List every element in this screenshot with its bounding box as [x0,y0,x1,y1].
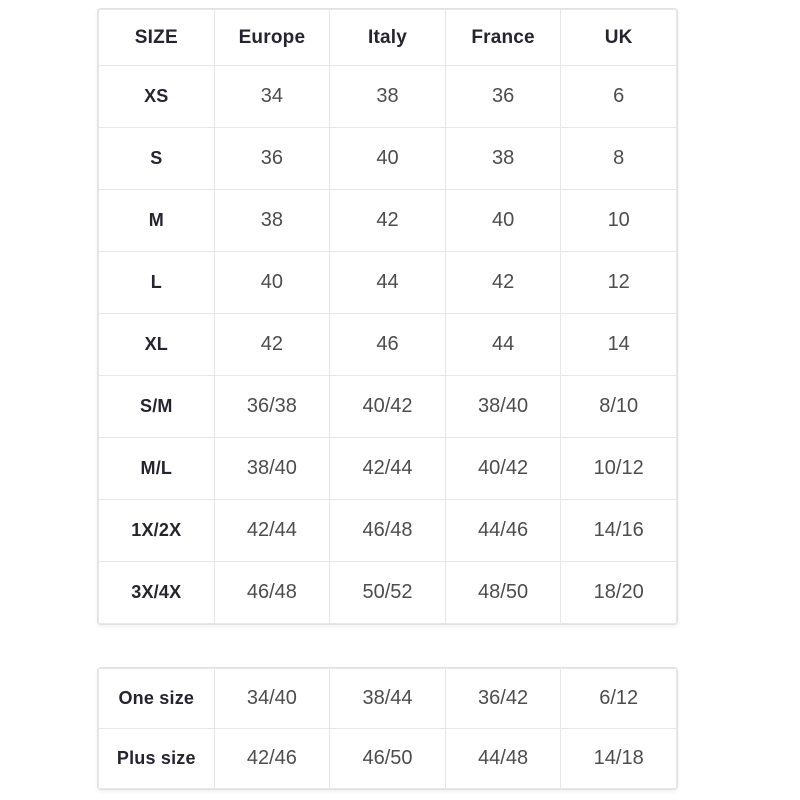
uk-value-cell: 6 [561,66,677,128]
italy-value-cell: 46 [330,314,446,376]
uk-value-cell: 18/20 [561,562,677,624]
italy-value-cell: 50/52 [330,562,446,624]
italy-value-cell: 42 [330,190,446,252]
size-label-cell: M [99,190,215,252]
uk-value-cell: 8 [561,128,677,190]
column-header-italy: Italy [330,10,446,66]
italy-value-cell: 40/42 [330,376,446,438]
europe-value-cell: 38/40 [214,438,330,500]
size-label-cell: 3X/4X [99,562,215,624]
france-value-cell: 44/48 [445,729,561,789]
italy-value-cell: 46/48 [330,500,446,562]
size-label-cell: XS [99,66,215,128]
table-row [99,252,677,314]
france-value-cell: 48/50 [445,562,561,624]
france-value-cell: 40/42 [445,438,561,500]
uk-value-cell: 14 [561,314,677,376]
column-header-europe: Europe [214,10,330,66]
table-row [99,314,677,376]
special-sizes-table-card [97,667,678,790]
europe-value-cell: 42/44 [214,500,330,562]
italy-value-cell: 38/44 [330,669,446,729]
table-row [99,128,677,190]
size-label-cell: XL [99,314,215,376]
uk-value-cell: 10/12 [561,438,677,500]
uk-value-cell: 10 [561,190,677,252]
france-value-cell: 36/42 [445,669,561,729]
italy-value-cell: 38 [330,66,446,128]
uk-value-cell: 14/16 [561,500,677,562]
size-conversion-table [98,9,677,624]
europe-value-cell: 36 [214,128,330,190]
size-label-cell: L [99,252,215,314]
italy-value-cell: 44 [330,252,446,314]
table-row [99,729,677,789]
uk-value-cell: 12 [561,252,677,314]
size-label-cell: S [99,128,215,190]
uk-value-cell: 14/18 [561,729,677,789]
table-row [99,66,677,128]
europe-value-cell: 34/40 [214,669,330,729]
france-value-cell: 44/46 [445,500,561,562]
table-row [99,438,677,500]
europe-value-cell: 34 [214,66,330,128]
column-header-france: France [445,10,561,66]
france-value-cell: 40 [445,190,561,252]
europe-value-cell: 46/48 [214,562,330,624]
uk-value-cell: 8/10 [561,376,677,438]
uk-value-cell: 6/12 [561,669,677,729]
europe-value-cell: 36/38 [214,376,330,438]
size-label-cell: M/L [99,438,215,500]
table-row [99,562,677,624]
table-row [99,500,677,562]
italy-value-cell: 46/50 [330,729,446,789]
table-row [99,190,677,252]
france-value-cell: 38 [445,128,561,190]
header-row [99,10,677,66]
france-value-cell: 44 [445,314,561,376]
special-sizes-table [98,668,677,789]
column-header-uk: UK [561,10,677,66]
europe-value-cell: 38 [214,190,330,252]
france-value-cell: 38/40 [445,376,561,438]
italy-value-cell: 40 [330,128,446,190]
france-value-cell: 36 [445,66,561,128]
size-label-cell: One size [99,669,215,729]
europe-value-cell: 42/46 [214,729,330,789]
europe-value-cell: 42 [214,314,330,376]
italy-value-cell: 42/44 [330,438,446,500]
size-label-cell: 1X/2X [99,500,215,562]
size-label-cell: Plus size [99,729,215,789]
size-label-cell: S/M [99,376,215,438]
france-value-cell: 42 [445,252,561,314]
column-header-size: SIZE [99,10,215,66]
table-row [99,376,677,438]
table-row [99,669,677,729]
europe-value-cell: 40 [214,252,330,314]
size-conversion-table-card [97,8,678,625]
